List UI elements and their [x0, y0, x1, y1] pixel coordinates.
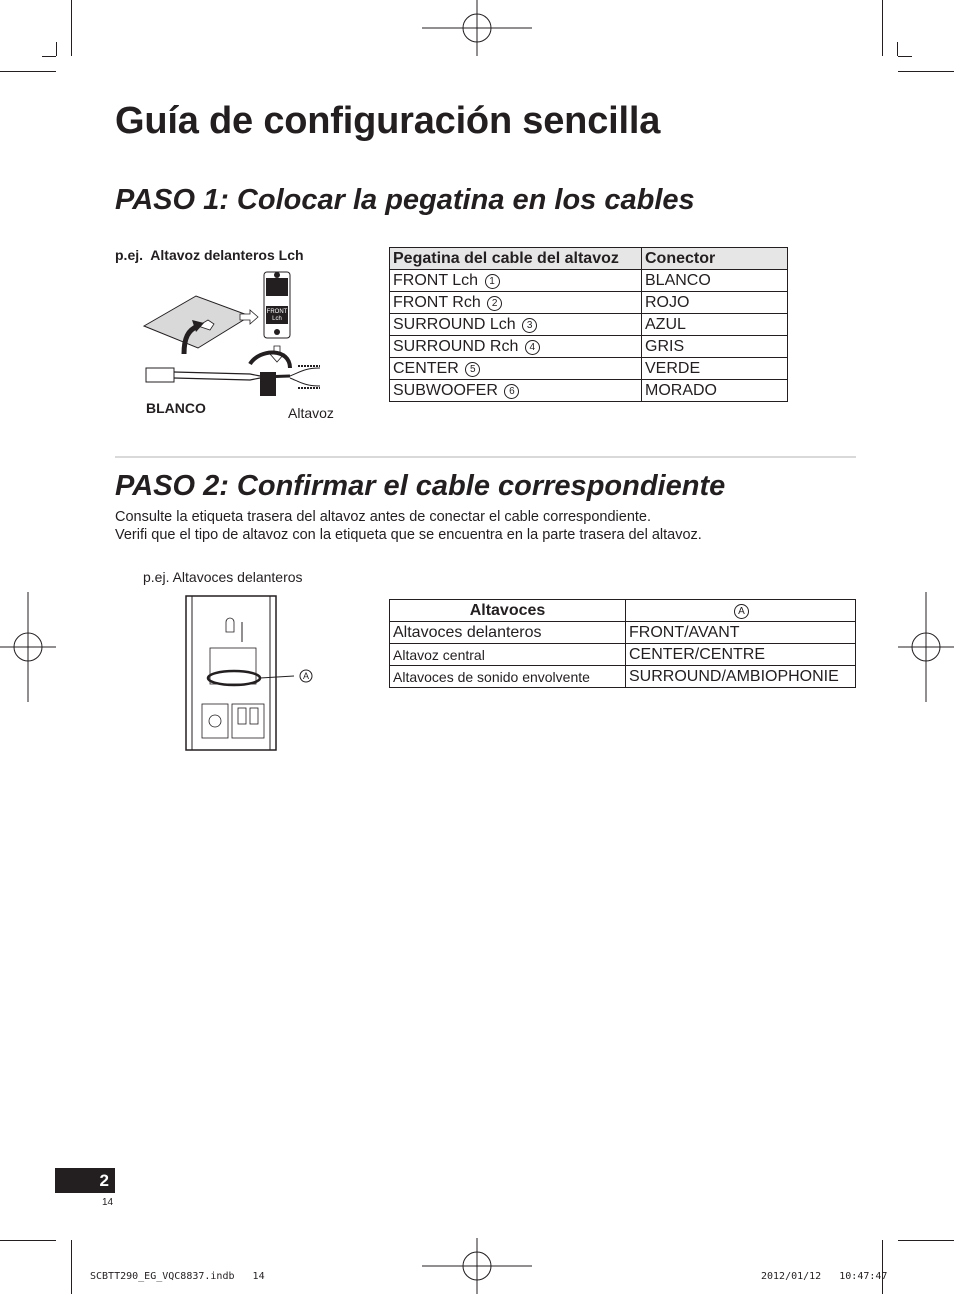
- speaker-rear-illustration: [180, 592, 320, 754]
- number-badge: 5: [465, 362, 480, 377]
- table-row: [390, 622, 856, 644]
- example-prefix: p.ej.: [115, 247, 144, 263]
- table-row: [390, 292, 788, 314]
- table-header: Pegatina del cable del altavoz: [390, 248, 642, 270]
- table-cell: BLANCO: [642, 270, 788, 292]
- speaker-label-table: [389, 599, 856, 688]
- table-cell: SUBWOOFER 6: [390, 380, 642, 402]
- sticker-text-bottom: Lch: [272, 316, 282, 322]
- sticker-connector-table: [389, 247, 788, 402]
- table-header-row: [390, 600, 856, 622]
- callout-badge: A: [734, 604, 749, 619]
- page-number: 2: [55, 1168, 115, 1193]
- table-cell: Altavoces delanteros: [390, 622, 626, 644]
- table-header-row: [390, 248, 788, 270]
- table-cell: CENTER 5: [390, 358, 642, 380]
- table-cell: GRIS: [642, 336, 788, 358]
- right-arrow-icon: [240, 310, 258, 324]
- table-header: [626, 600, 856, 622]
- table-row: [390, 644, 856, 666]
- table-row: [390, 358, 788, 380]
- step1-heading: PASO 1: Colocar la pegatina en los cables: [115, 184, 695, 216]
- label-blanco: BLANCO: [146, 400, 206, 416]
- table-cell: AZUL: [642, 314, 788, 336]
- table-cell: Altavoces de sonido envolvente: [390, 666, 626, 688]
- table-cell: CENTER/CENTRE: [626, 644, 856, 666]
- sticker-illustration: [140, 268, 340, 408]
- step2-instruction-1: Consulte la etiqueta trasera del altavoz antes de conectar el cable correspondiente.: [115, 509, 652, 525]
- sub-page-number: 14: [102, 1197, 114, 1208]
- label-altavoz: Altavoz: [288, 405, 334, 421]
- timestamp: 2012/01/12 10:47:47: [761, 1271, 888, 1282]
- page-title: Guía de configuración sencilla: [115, 100, 661, 142]
- connector-plug: [146, 368, 174, 382]
- callout-letter: A: [302, 671, 310, 681]
- table-row: [390, 270, 788, 292]
- table-cell: FRONT Lch 1: [390, 270, 642, 292]
- table-row: [390, 666, 856, 688]
- attached-sticker: [260, 372, 276, 396]
- table-cell: MORADO: [642, 380, 788, 402]
- number-badge: 1: [485, 274, 500, 289]
- table-cell: VERDE: [642, 358, 788, 380]
- table-cell: FRONT/AVANT: [626, 622, 856, 644]
- rear-label: [210, 648, 256, 684]
- table-header: Conector: [642, 248, 788, 270]
- step1-example-caption: [115, 247, 304, 263]
- section-divider: [115, 456, 856, 458]
- number-badge: 4: [525, 340, 540, 355]
- number-badge: 6: [504, 384, 519, 399]
- sticker-text-top: FRONT: [266, 309, 288, 315]
- table-row: [390, 314, 788, 336]
- terminal-block: [232, 704, 264, 738]
- bass-port: [202, 704, 228, 738]
- step2-example-caption: p.ej. Altavoces delanteros: [143, 569, 303, 585]
- number-badge: 3: [522, 318, 537, 333]
- step2-heading: PASO 2: Confirmar el cable correspondiente: [115, 470, 726, 502]
- table-row: [390, 380, 788, 402]
- table-cell: SURROUND/AMBIOPHONIE: [626, 666, 856, 688]
- table-cell: Altavoz central: [390, 644, 626, 666]
- table-cell: ROJO: [642, 292, 788, 314]
- table-row: [390, 336, 788, 358]
- table-cell: SURROUND Rch 4: [390, 336, 642, 358]
- table-cell: SURROUND Lch 3: [390, 314, 642, 336]
- step2-instruction-2: Verifi que el tipo de altavoz con la etiqueta que se encuentra en la parte trasera del altavoz.: [115, 527, 702, 543]
- table-header: Altavoces: [390, 600, 626, 622]
- example-text: Altavoz delanteros Lch: [150, 247, 304, 263]
- table-cell: FRONT Rch 2: [390, 292, 642, 314]
- number-badge: 2: [487, 296, 502, 311]
- file-info: SCBTT290_EG_VQC8837.indb 14: [90, 1271, 265, 1282]
